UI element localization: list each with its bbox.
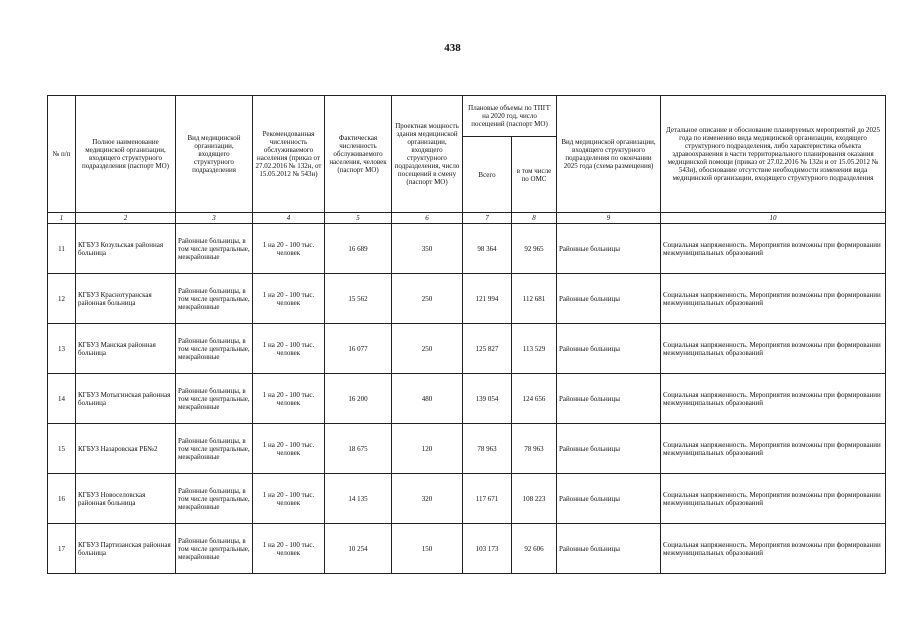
table-row: [48, 374, 886, 424]
header-num: № п/п: [48, 96, 76, 213]
row-total: 125 827: [463, 324, 512, 374]
header-capacity: Проектная мощность здания медицинской организации, входящего структурного подразделения, число посещений в смену (паспорт МО): [392, 96, 463, 213]
row-name: КГБУЗ Новоселовская районная больница: [76, 474, 176, 524]
column-number: 10: [661, 213, 886, 224]
row-type: Районные больницы, в том числе центральные, межрайонные: [178, 336, 250, 361]
row-type2025: Районные больницы: [557, 474, 661, 524]
header-type2025: Вид медицинской организации, входящего структурного подразделения по окончании 2025 года (схема размещения): [557, 96, 661, 213]
row-description: Социальная напряженность. Мероприятия возможны при формировании межмуниципальных образований: [661, 374, 886, 424]
row-oms: 92 606: [512, 524, 557, 574]
row-type2025: Районные больницы: [557, 274, 661, 324]
column-number: 3: [176, 213, 253, 224]
row-recommended: 1 на 20 - 100 тыс. человек: [253, 374, 325, 424]
row-name: КГБУЗ Манская районная больница: [76, 324, 176, 374]
row-description: Социальная напряженность. Мероприятия возможны при формировании межмуниципальных образований: [661, 524, 886, 574]
row-oms: 108 223: [512, 474, 557, 524]
row-oms: 124 656: [512, 374, 557, 424]
row-num: 15: [48, 424, 76, 474]
row-actual: 14 135: [325, 474, 392, 524]
row-capacity: 320: [392, 474, 463, 524]
column-number: 6: [392, 213, 463, 224]
row-type: Районные больницы, в том числе центральные, межрайонные: [178, 386, 250, 411]
row-num: 14: [48, 374, 76, 424]
column-number: 1: [48, 213, 76, 224]
column-number: 2: [76, 213, 176, 224]
row-description: Социальная напряженность. Мероприятия возможны при формировании межмуниципальных образований: [661, 224, 886, 274]
header-type: Вид медицинской организации, входящего структурного подразделения: [176, 96, 253, 213]
row-capacity: 350: [392, 224, 463, 274]
row-type: Районные больницы, в том числе центральные, межрайонные: [178, 536, 250, 561]
column-numbers-row: [48, 213, 886, 224]
row-type2025: Районные больницы: [557, 224, 661, 274]
row-recommended: 1 на 20 - 100 тыс. человек: [253, 224, 325, 274]
row-total: 139 054: [463, 374, 512, 424]
row-actual: 15 562: [325, 274, 392, 324]
row-num: 16: [48, 474, 76, 524]
table-row: [48, 324, 886, 374]
row-type: Районные больницы, в том числе центральные, межрайонные: [178, 286, 250, 311]
table-row: [48, 474, 886, 524]
row-type2025: Районные больницы: [557, 424, 661, 474]
row-oms: 112 681: [512, 274, 557, 324]
table-row: [48, 274, 886, 324]
row-actual: 16 077: [325, 324, 392, 374]
header-actual: Фактическая численность обслуживаемого населения, человек (паспорт МО): [325, 96, 392, 213]
row-num: 13: [48, 324, 76, 374]
row-oms: 113 529: [512, 324, 557, 374]
header-recommended: Рекомендованная численность обслуживаемого населения (приказ от 27.02.2016 № 132н, от 15.05.2012 № 543н): [253, 96, 325, 213]
row-type: Районные больницы, в том числе центральные, межрайонные: [178, 486, 250, 511]
row-name: КГБУЗ Мотыгинская районная больница: [76, 374, 176, 424]
table-row: [48, 424, 886, 474]
row-capacity: 250: [392, 324, 463, 374]
row-capacity: 480: [392, 374, 463, 424]
row-actual: 18 675: [325, 424, 392, 474]
header-oms: в том числе по ОМС: [512, 137, 557, 213]
row-total: 103 173: [463, 524, 512, 574]
row-oms: 78 963: [512, 424, 557, 474]
row-recommended: 1 на 20 - 100 тыс. человек: [253, 324, 325, 374]
row-name: КГБУЗ Партизанская районная больница: [76, 524, 176, 574]
column-number: 5: [325, 213, 392, 224]
row-actual: 10 254: [325, 524, 392, 574]
row-type2025: Районные больницы: [557, 374, 661, 424]
row-total: 78 963: [463, 424, 512, 474]
row-description: Социальная напряженность. Мероприятия возможны при формировании межмуниципальных образований: [661, 424, 886, 474]
row-recommended: 1 на 20 - 100 тыс. человек: [253, 424, 325, 474]
row-recommended: 1 на 20 - 100 тыс. человек: [253, 274, 325, 324]
row-num: 17: [48, 524, 76, 574]
row-type2025: Районные больницы: [557, 524, 661, 574]
row-total: 117 671: [463, 474, 512, 524]
row-recommended: 1 на 20 - 100 тыс. человек: [253, 524, 325, 574]
row-capacity: 250: [392, 274, 463, 324]
row-capacity: 150: [392, 524, 463, 574]
row-actual: 16 200: [325, 374, 392, 424]
hospital-table: [47, 95, 886, 574]
table-row: [48, 224, 886, 274]
header-description: Детальное описание и обоснование планируемых мероприятий до 2025 года по изменению вида медицинской организации, входящего структурного подразделения, либо характеристика объекта здравоохранения в части территориального планирования оказания медицинской помощи (приказ от 27.02.2016 № 132н и от 15.05.2012 № 543н), обоснование отсутствие необходимости изменения вида медицинской организации, входящего структурного подразделения: [661, 96, 886, 213]
header-total: Всего: [463, 137, 512, 213]
row-description: Социальная напряженность. Мероприятия возможны при формировании межмуниципальных образований: [661, 274, 886, 324]
row-description: Социальная напряженность. Мероприятия возможны при формировании межмуниципальных образований: [661, 474, 886, 524]
row-name: КГБУЗ Козульская районная больница: [76, 224, 176, 274]
row-actual: 16 689: [325, 224, 392, 274]
column-number: 8: [512, 213, 557, 224]
table-row: [48, 524, 886, 574]
row-type: Районные больницы, в том числе центральные, межрайонные: [178, 236, 250, 261]
header-name: Полное наименование медицинской организации, входящего структурного подразделения (паспорт МО): [76, 96, 176, 213]
column-number: 4: [253, 213, 325, 224]
column-number: 7: [463, 213, 512, 224]
column-number: 9: [557, 213, 661, 224]
page-number: 438: [444, 42, 461, 54]
row-description: Социальная напряженность. Мероприятия возможны при формировании межмуниципальных образований: [661, 324, 886, 374]
row-total: 98 364: [463, 224, 512, 274]
row-total: 121 994: [463, 274, 512, 324]
row-type: Районные больницы, в том числе центральные, межрайонные: [178, 436, 250, 461]
row-num: 12: [48, 274, 76, 324]
row-name: КГБУЗ Краснотуранская районная больница: [76, 274, 176, 324]
row-capacity: 120: [392, 424, 463, 474]
row-name: КГБУЗ Назаровская РБ№2: [76, 424, 176, 474]
row-recommended: 1 на 20 - 100 тыс. человек: [253, 474, 325, 524]
row-num: 11: [48, 224, 76, 274]
header-planned-group: Плановые объемы по ТПГГ на 2020 год, число посещений (паспорт МО): [463, 96, 557, 137]
row-oms: 92 965: [512, 224, 557, 274]
header-row: [48, 96, 886, 137]
row-type2025: Районные больницы: [557, 324, 661, 374]
